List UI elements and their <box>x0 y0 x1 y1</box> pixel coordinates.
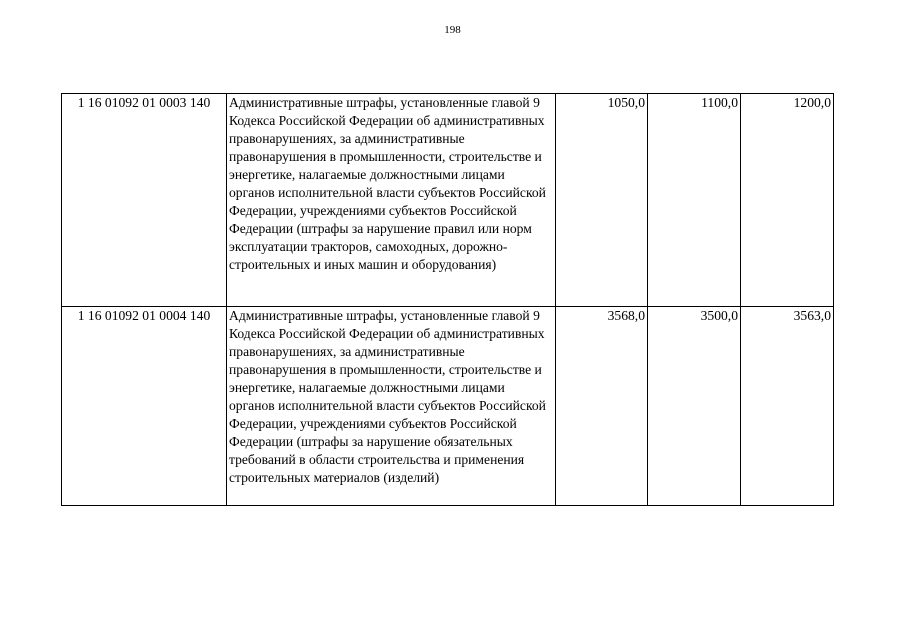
page-number: 198 <box>444 24 461 36</box>
budget-classification-code: 1 16 01092 01 0004 140 <box>62 307 227 506</box>
table-row <box>62 94 834 307</box>
revenue-description: Административные штрафы, установленные главой 9 Кодекса Российской Федерации об административных правонарушениях, за административные правонарушения в промышленности, строительстве и энергетике, налагаемые должностными лицами органов исполнительной власти субъектов Российской Федерации, учреждениями субъектов Российской Федерации (штрафы за нарушение правил или норм эксплуатации тракторов, самоходных, дорожно-строительных и иных машин и оборудования) <box>227 94 556 307</box>
amount-year-3: 1200,0 <box>741 94 834 307</box>
budget-classification-code: 1 16 01092 01 0003 140 <box>62 94 227 307</box>
amount-year-1: 3568,0 <box>556 307 648 506</box>
budget-revenue-table <box>61 93 834 506</box>
amount-year-1: 1050,0 <box>556 94 648 307</box>
amount-year-2: 3500,0 <box>648 307 741 506</box>
amount-year-3: 3563,0 <box>741 307 834 506</box>
amount-year-2: 1100,0 <box>648 94 741 307</box>
table-row <box>62 307 834 506</box>
revenue-description: Административные штрафы, установленные главой 9 Кодекса Российской Федерации об административных правонарушениях, за административные правонарушения в промышленности, строительстве и энергетике, налагаемые должностными лицами органов исполнительной власти субъектов Российской Федерации, учреждениями субъектов Российской Федерации (штрафы за нарушение обязательных требований в области строительства и применения строительных материалов (изделий) <box>227 307 556 506</box>
